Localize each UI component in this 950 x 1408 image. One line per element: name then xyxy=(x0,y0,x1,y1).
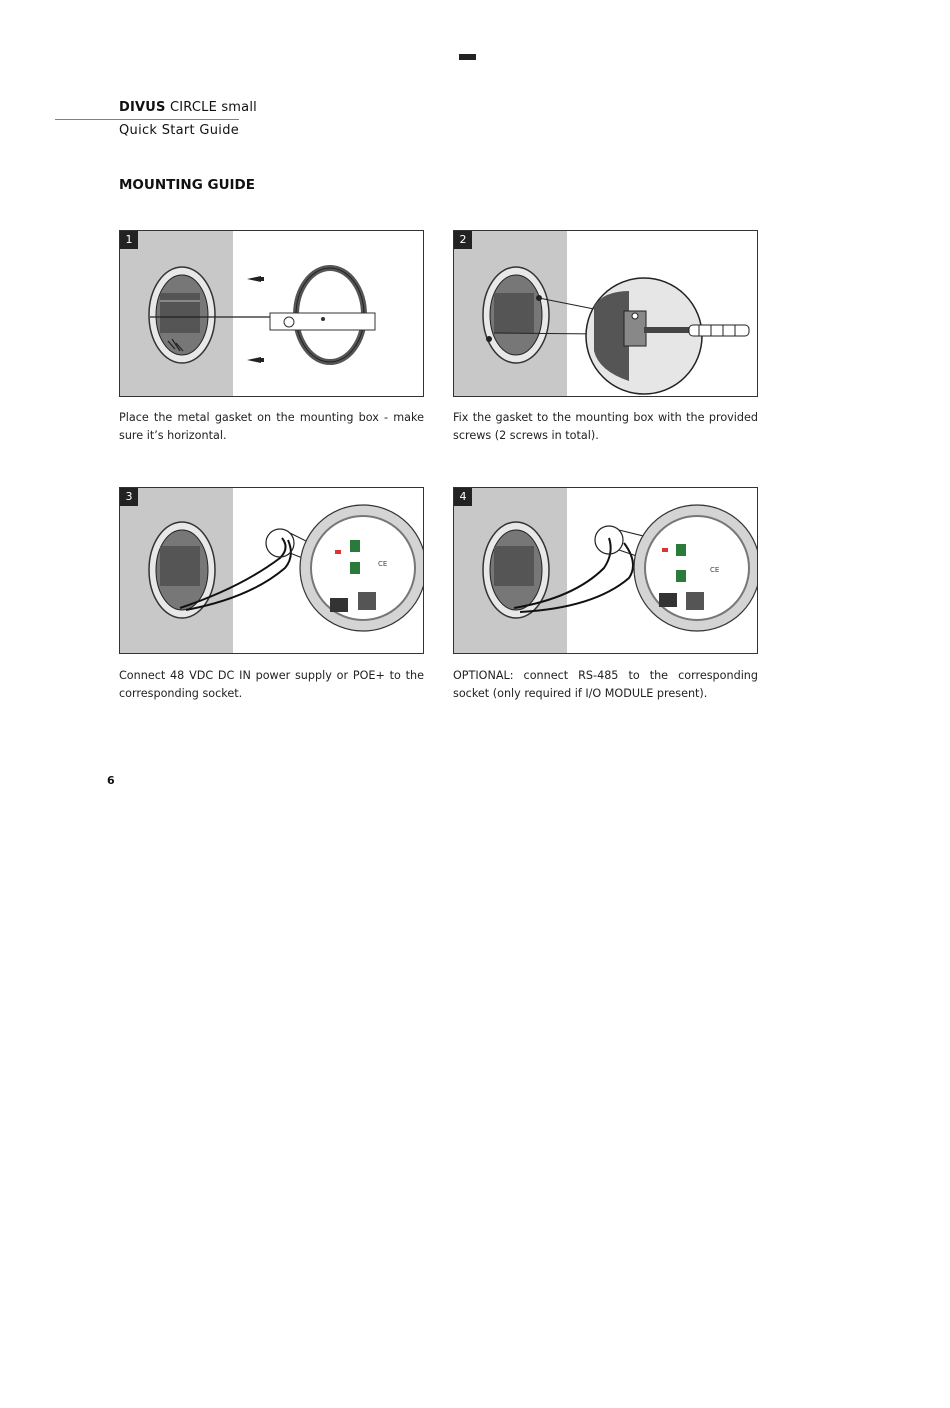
step-number-badge: 3 xyxy=(120,488,138,506)
svg-text:CE: CE xyxy=(378,560,388,568)
power-connection-drawing xyxy=(120,488,424,654)
step-4-illustration xyxy=(453,487,758,654)
svg-text:CE: CE xyxy=(710,566,720,574)
header-rule xyxy=(55,119,239,120)
brand-title xyxy=(119,100,257,115)
section-title: MOUNTING GUIDE xyxy=(119,177,255,193)
gasket-placement-drawing xyxy=(120,231,424,397)
step-1-illustration xyxy=(119,230,424,397)
step-3-caption: Connect 48 VDC DC IN power supply or POE+ to the corresponding socket. xyxy=(119,669,424,700)
step-2-caption: Fix the gasket to the mounting box with the provided screws (2 screws in total). xyxy=(453,411,758,442)
top-page-mark xyxy=(459,54,476,60)
step-number-badge: 4 xyxy=(454,488,472,506)
step-number-badge: 1 xyxy=(120,231,138,249)
step-number-badge: 2 xyxy=(454,231,472,249)
document-subtitle: Quick Start Guide xyxy=(119,123,240,138)
step-1-caption: Place the metal gasket on the mounting box - make sure it’s horizontal. xyxy=(119,411,424,442)
brand-name-bold: DIVUS xyxy=(119,100,166,115)
step-2-illustration xyxy=(453,230,758,397)
screw-fixing-drawing xyxy=(454,231,758,397)
page-number: 6 xyxy=(107,774,115,787)
step-3-illustration xyxy=(119,487,424,654)
brand-name-product: CIRCLE small xyxy=(169,100,257,115)
rs485-connection-drawing xyxy=(454,488,758,654)
step-4-caption: OPTIONAL: connect RS-485 to the corresponding socket (only required if I/O MODULE present). xyxy=(453,669,758,700)
